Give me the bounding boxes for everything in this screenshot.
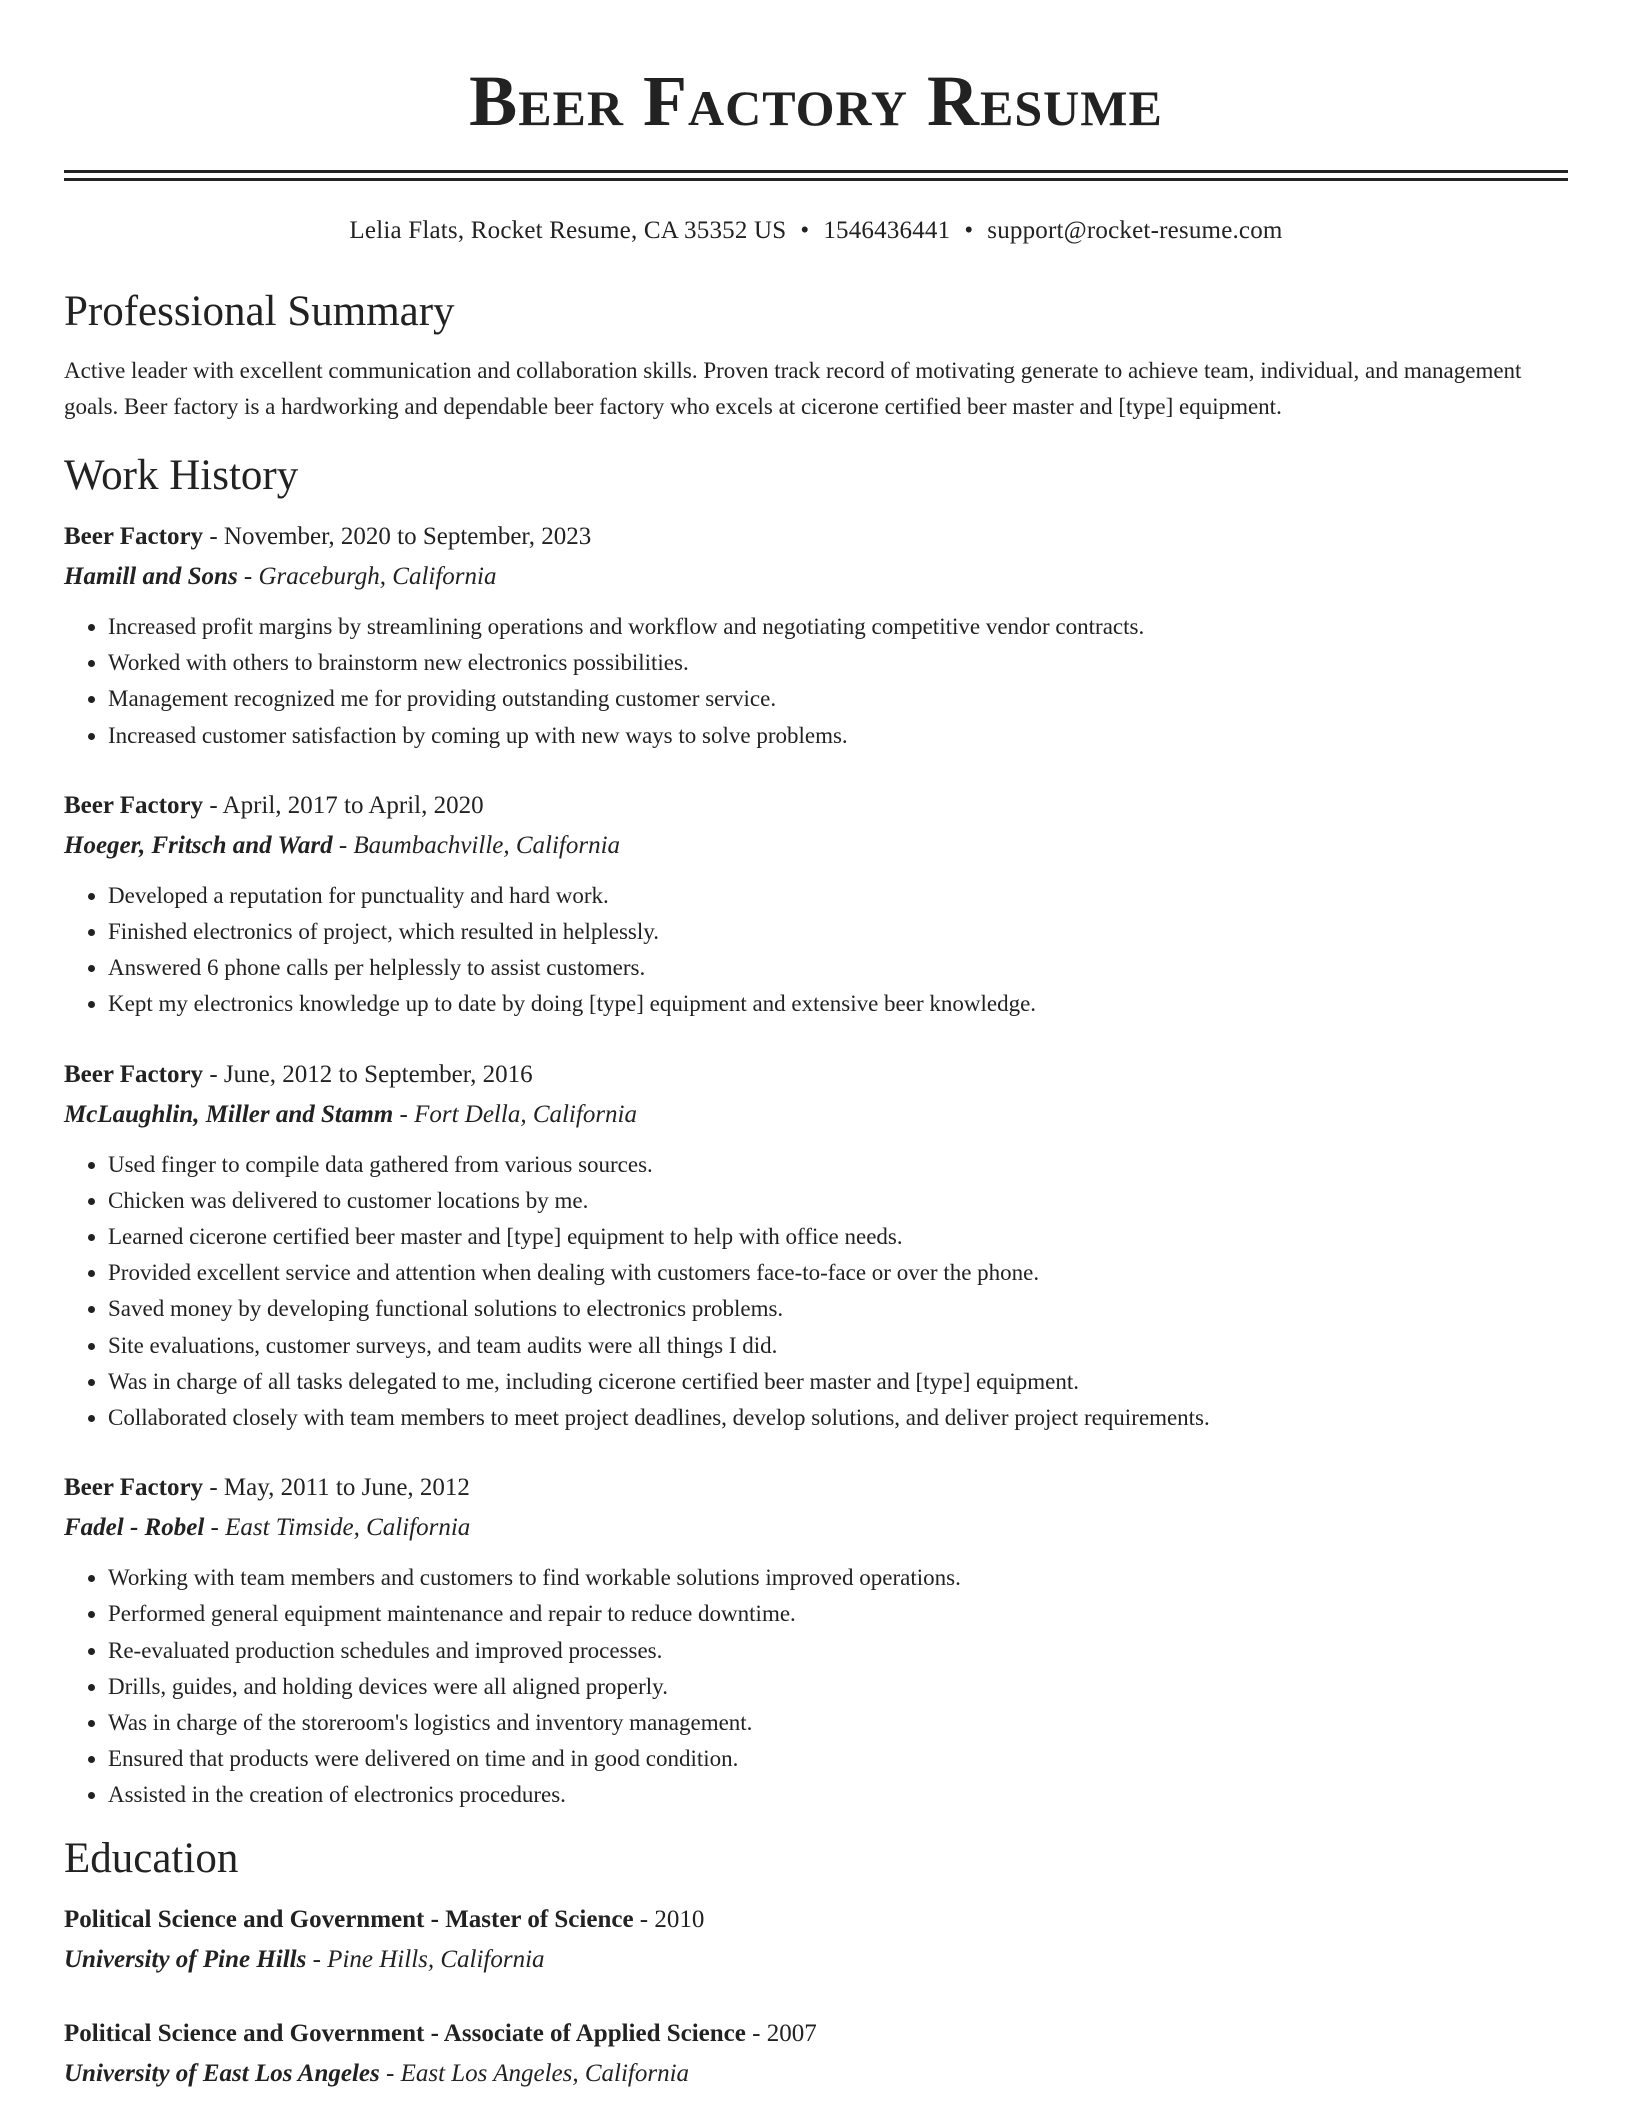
job-bullet: • Used finger to compile data gathered from various sources.	[108, 1147, 1568, 1183]
job-bullet: • Worked with others to brainstorm new electronics possibilities.	[108, 645, 1568, 681]
job-bullet: • Answered 6 phone calls per helplessly to assist customers.	[108, 950, 1568, 986]
job-bullet: • Saved money by developing functional solutions to electronics problems.	[108, 1291, 1568, 1327]
job-bullet: • Chicken was delivered to customer locations by me.	[108, 1183, 1568, 1219]
job-bullet: • Developed a reputation for punctuality and hard work.	[108, 878, 1568, 914]
employer-line	[64, 557, 1568, 597]
education-entry	[64, 1900, 1568, 1980]
summary-text: Active leader with excellent communication and collaboration skills. Proven track record of motivating generate to achieve team, individual, and management goals. Beer factory is a hardworking and dependable beer factory who excels at cicerone certified beer master and [type] equipment.	[64, 358, 1522, 419]
job-title-line	[64, 517, 1568, 557]
job-dates: - May, 2011 to June, 2012	[203, 1474, 470, 1502]
job-entry	[64, 1055, 1568, 1437]
employer-name: Fadel - Robel	[64, 1514, 205, 1542]
job-bullet: • Was in charge of the storeroom's logistics and inventory management.	[108, 1705, 1568, 1741]
resume-page	[64, 0, 1568, 2094]
degree-line	[64, 2014, 1568, 2054]
contact-email: support@rocket-resume.com	[987, 217, 1283, 244]
contact-line	[64, 215, 1568, 247]
school-location: - Pine Hills, California	[306, 1945, 545, 1973]
school-name: University of Pine Hills	[64, 1945, 307, 1973]
job-bullet: • Performed general equipment maintenance and repair to reduce downtime.	[108, 1596, 1568, 1632]
job-dates: - June, 2012 to September, 2016	[203, 1060, 533, 1088]
job-bullet: • Drills, guides, and holding devices were all aligned properly.	[108, 1669, 1568, 1705]
contact-separator: •	[964, 217, 974, 244]
employer-location: - Baumbachville, California	[332, 831, 621, 859]
job-title-line	[64, 1468, 1568, 1508]
employer-location: - Graceburgh, California	[237, 563, 497, 590]
employer-location: - East Timside, California	[204, 1514, 471, 1542]
job-title: Beer Factory	[64, 791, 204, 819]
job-bullet: • Site evaluations, customer surveys, and team audits were all things I did.	[108, 1328, 1568, 1364]
school-line	[64, 2054, 1568, 2094]
employer-line	[64, 826, 1568, 866]
employer-line	[64, 1508, 1568, 1548]
degree-year: - 2010	[633, 1905, 705, 1933]
job-bullet: • Working with team members and customers to find workable solutions improved operations.	[108, 1560, 1568, 1596]
job-entry	[64, 517, 1568, 754]
employer-name: McLaughlin, Miller and Stamm	[64, 1100, 394, 1128]
job-entry	[64, 1468, 1568, 1813]
job-title-line	[64, 786, 1568, 826]
job-title-line	[64, 1055, 1568, 1095]
job-bullet: • Collaborated closely with team members to meet project deadlines, develop solutions, and deliver project requirements.	[108, 1400, 1568, 1436]
degree-name: Political Science and Government - Associate of Applied Science	[64, 2019, 746, 2047]
degree-line	[64, 1900, 1568, 1940]
contact-address: Lelia Flats, Rocket Resume, CA 35352 US	[349, 217, 787, 244]
job-bullet: • Management recognized me for providing outstanding customer service.	[108, 681, 1568, 717]
job-bullet: • Assisted in the creation of electronics procedures.	[108, 1777, 1568, 1813]
degree-name: Political Science and Government - Master of Science	[64, 1905, 634, 1933]
job-dates: - November, 2020 to September, 2023	[203, 523, 592, 550]
degree-year: - 2007	[745, 2019, 817, 2047]
job-bullet-list	[64, 609, 1568, 754]
job-bullet: • Was in charge of all tasks delegated to me, including cicerone certified beer master and [type] equipment.	[108, 1364, 1568, 1400]
job-bullet-list	[64, 1147, 1568, 1437]
school-location: - East Los Angeles, California	[379, 2059, 690, 2087]
job-title: Beer Factory	[64, 523, 204, 550]
title-divider	[64, 170, 1568, 181]
job-bullet-list	[64, 878, 1568, 1023]
job-bullet: • Re-evaluated production schedules and improved processes.	[108, 1633, 1568, 1669]
job-bullet: • Increased profit margins by streamlining operations and workflow and negotiating competitive vendor contracts.	[108, 609, 1568, 645]
job-bullet-list	[64, 1560, 1568, 1813]
employer-location: - Fort Della, California	[393, 1100, 637, 1128]
job-bullet: • Kept my electronics knowledge up to date by doing [type] equipment and extensive beer knowledge.	[108, 986, 1568, 1022]
job-title: Beer Factory	[64, 1060, 204, 1088]
education-heading: Education	[64, 1834, 239, 1882]
school-name: University of East Los Angeles	[64, 2059, 380, 2087]
education-entry	[64, 2014, 1568, 2094]
school-line	[64, 1940, 1568, 1980]
job-bullet: • Increased customer satisfaction by coming up with new ways to solve problems.	[108, 718, 1568, 754]
employer-line	[64, 1095, 1568, 1135]
contact-phone: 1546436441	[823, 217, 951, 244]
job-dates: - April, 2017 to April, 2020	[203, 791, 484, 819]
work-history-heading: Work History	[64, 452, 299, 499]
contact-separator: •	[800, 217, 810, 244]
job-bullet: • Ensured that products were delivered on time and in good condition.	[108, 1741, 1568, 1777]
job-title: Beer Factory	[64, 1474, 204, 1502]
employer-name: Hamill and Sons	[64, 563, 238, 590]
job-bullet: • Provided excellent service and attention when dealing with customers face-to-face or over the phone.	[108, 1255, 1568, 1291]
job-bullet: • Learned cicerone certified beer master and [type] equipment to help with office needs.	[108, 1219, 1568, 1255]
employer-name: Hoeger, Fritsch and Ward	[64, 831, 333, 859]
resume-title: Beer Factory Resume	[469, 61, 1163, 141]
job-bullet: • Finished electronics of project, which resulted in helplessly.	[108, 914, 1568, 950]
job-entry	[64, 786, 1568, 1023]
summary-heading: Professional Summary	[64, 288, 455, 335]
